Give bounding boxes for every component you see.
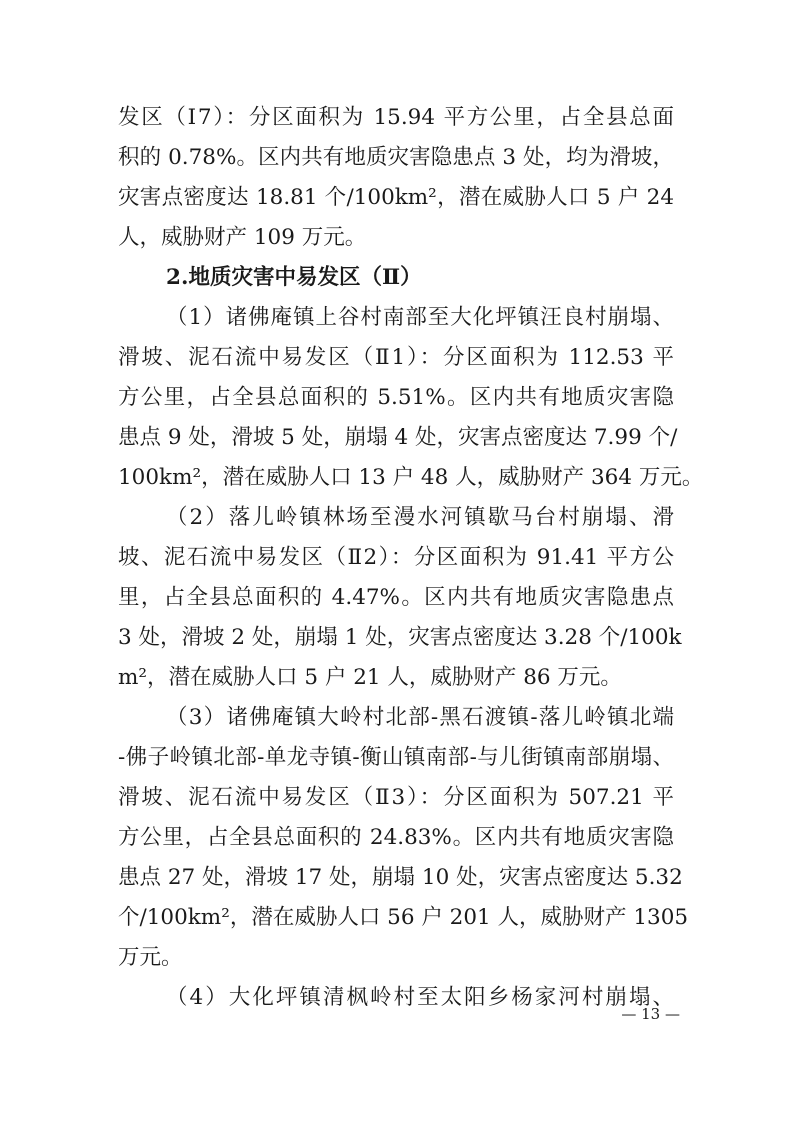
text-line: 100km²，潜在威胁人口 13 户 48 人，威胁财产 364 万元。 [118, 465, 704, 490]
paragraph-start-line: （1）诸佛庵镇上谷村南部至大化坪镇汪良村崩塌、 [166, 305, 674, 330]
text-line: 坡、泥石流中易发区（Ⅱ2）：分区面积为 91.41 平方公 [118, 545, 674, 570]
text-line: 方公里，占全县总面积的 5.51%。区内共有地质灾害隐 [118, 385, 674, 410]
text-line: 患点 9 处，滑坡 5 处，崩塌 4 处，灾害点密度达 7.99 个/ [118, 425, 678, 450]
text-line: 患点 27 处，滑坡 17 处，崩塌 10 处，灾害点密度达 5.32 [118, 865, 683, 890]
text-line: 滑坡、泥石流中易发区（Ⅱ3）：分区面积为 507.21 平 [118, 785, 674, 810]
text-line: 灾害点密度达 18.81 个/100km²，潜在威胁人口 5 户 24 [118, 185, 674, 210]
paragraph-start-line: （4）大化坪镇清枫岭村至太阳乡杨家河村崩塌、 [166, 985, 674, 1010]
section-heading: 2.地质灾害中易发区（Ⅱ） [166, 265, 422, 290]
text-line: 3 处，滑坡 2 处，崩塌 1 处，灾害点密度达 3.28 个/100k [118, 625, 682, 650]
text-line: -佛子岭镇北部-单龙寺镇-衡山镇南部-与儿街镇南部崩塌、 [118, 745, 674, 770]
text-line: 人，威胁财产 109 万元。 [118, 225, 367, 250]
paragraph-start-line: （2）落儿岭镇林场至漫水河镇歇马台村崩塌、滑 [166, 505, 674, 530]
text-line: 滑坡、泥石流中易发区（Ⅱ1）：分区面积为 112.53 平 [118, 345, 674, 370]
text-line: 万元。 [118, 945, 183, 970]
text-line: 方公里，占全县总面积的 24.83%。区内共有地质灾害隐 [118, 825, 674, 850]
text-line: 里，占全县总面积的 4.47%。区内共有地质灾害隐患点 [118, 585, 674, 610]
text-line: m²，潜在威胁人口 5 户 21 人，威胁财产 86 万元。 [118, 665, 622, 690]
paragraph-start-line: （3）诸佛庵镇大岭村北部-黑石渡镇-落儿岭镇北端 [166, 705, 674, 730]
page-number: — 13 — [621, 1005, 680, 1023]
text-line: 发区（Ⅰ7）：分区面积为 15.94 平方公里，占全县总面 [118, 105, 674, 130]
text-line: 个/100km²，潜在威胁人口 56 户 201 人，威胁财产 1305 [118, 905, 689, 930]
text-line: 积的 0.78%。区内共有地质灾害隐患点 3 处，均为滑坡， [118, 145, 674, 170]
